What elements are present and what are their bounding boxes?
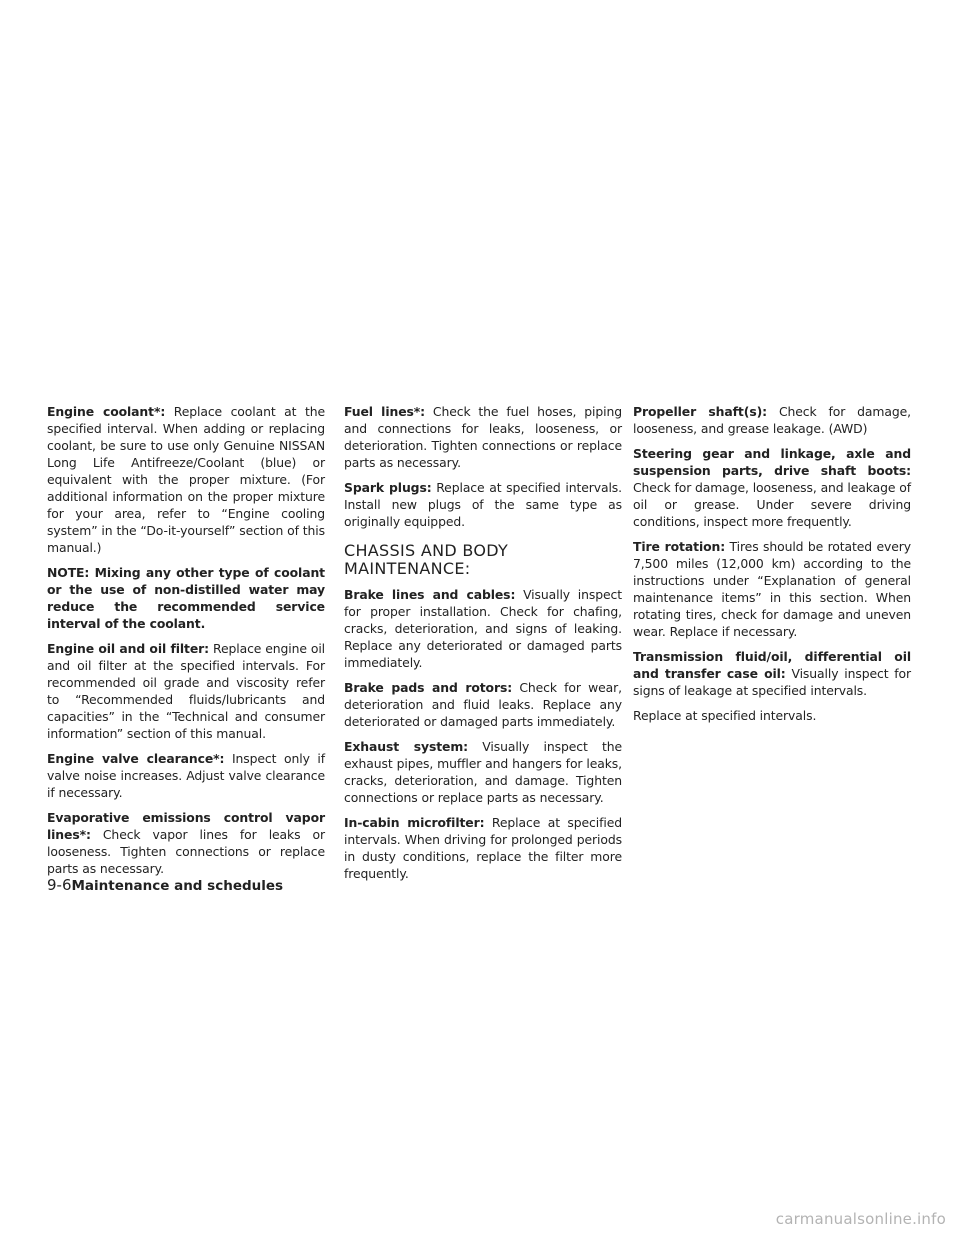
tire-rotation-paragraph (633, 538, 911, 640)
propeller-shaft-text: Check for damage, looseness, and grease leakage. (AWD) (633, 404, 911, 436)
fuel-lines-paragraph (344, 403, 622, 471)
evap-vapor-lines-term: Evaporative emissions control vapor lines*: (47, 810, 325, 842)
spark-plugs-text: Replace at specified intervals. Install new plugs of the same type as originally equipped. (344, 480, 622, 529)
brake-lines-text: Visually inspect for proper installation. Check for chafing, cracks, deterioration, and signs of leaking. Replace any deteriorated or damaged parts immediately. (344, 587, 622, 670)
exhaust-system-paragraph (344, 738, 622, 806)
tire-rotation-term: Tire rotation: (633, 539, 726, 554)
exhaust-system-text: Visually inspect the exhaust pipes, muffler and hangers for leaks, cracks, deterioration, and damage. Tighten connections or replace parts as necessary. (344, 739, 622, 805)
valve-clearance-term: Engine valve clearance*: (47, 751, 225, 766)
cabin-microfilter-paragraph (344, 814, 622, 882)
cabin-microfilter-term: In-cabin microfilter: (344, 815, 485, 830)
engine-coolant-paragraph (47, 403, 325, 556)
transmission-fluid-paragraph (633, 648, 911, 699)
text-column-3 (633, 403, 911, 732)
transmission-fluid-term: Transmission fluid/oil, differential oil and transfer case oil: (633, 649, 911, 681)
propeller-shaft-paragraph (633, 403, 911, 437)
brake-lines-paragraph (344, 586, 622, 671)
valve-clearance-text: Inspect only if valve noise increases. Adjust valve clearance if necessary. (47, 751, 325, 800)
engine-coolant-term: Engine coolant*: (47, 404, 166, 419)
transmission-fluid-text: Visually inspect for signs of leakage at specified intervals. (633, 666, 911, 698)
fuel-lines-text: Check the fuel hoses, piping and connections for leaks, looseness, or deterioration. Tighten connections or replace parts as necessary. (344, 404, 623, 470)
cabin-microfilter-text: Replace at specified intervals. When driving for prolonged periods in dusty conditions, replace the filter more frequently. (344, 815, 623, 881)
engine-coolant-text: Replace coolant at the specified interval. When adding or replacing coolant, be sure to use only Genuine NISSAN Long Life Antifreeze/Coolant (blue) or equivalent with the proper mixture. (For additional information on the proper mixture for your area, refer to “Engine cooling system” in the “Do-it-yourself” section of this manual.) (47, 404, 325, 555)
tire-rotation-text: Tires should be rotated every 7,500 miles (12,000 km) according to the instructions under “Explanation of general maintenance items” in this section. When rotating tires, check for damage and uneven wear. Replace if necessary. (633, 539, 912, 639)
site-watermark: carmanualsonline.info (775, 1210, 946, 1228)
replace-interval-line: Replace at specified intervals. (633, 708, 817, 723)
chassis-body-heading: CHASSIS AND BODY MAINTENANCE: (344, 541, 509, 578)
engine-oil-term: Engine oil and oil filter: (47, 641, 210, 656)
chapter-title: Maintenance and schedules (71, 878, 284, 894)
engine-oil-text: Replace engine oil and oil filter at the specified intervals. For recommended oil grade and viscosity refer to “Recommended fluids/lubricants and capacities” in the “Technical and consumer information” section of this manual. (47, 641, 326, 741)
spark-plugs-term: Spark plugs: (344, 480, 432, 495)
brake-pads-paragraph (344, 679, 622, 730)
coolant-note: NOTE: Mixing any other type of coolant or the use of non-distilled water may reduce the recommended service interval of the coolant. (47, 565, 325, 631)
propeller-shaft-term: Propeller shaft(s): (633, 404, 768, 419)
text-column-2 (344, 403, 622, 890)
page-footer (47, 876, 283, 895)
evap-vapor-lines-text: Check vapor lines for leaks or looseness. Tighten connections or replace parts as necessary. (47, 827, 325, 876)
steering-gear-term: Steering gear and linkage, axle and suspension parts, drive shaft boots: (633, 446, 911, 478)
brake-lines-term: Brake lines and cables: (344, 587, 516, 602)
engine-oil-paragraph (47, 640, 325, 742)
page-number: 9-6 (47, 876, 72, 894)
exhaust-system-term: Exhaust system: (344, 739, 469, 754)
evap-vapor-lines-paragraph (47, 809, 325, 877)
fuel-lines-term: Fuel lines*: (344, 404, 426, 419)
steering-gear-paragraph (633, 445, 911, 530)
text-column-1 (47, 403, 325, 885)
brake-pads-term: Brake pads and rotors: (344, 680, 513, 695)
steering-gear-text: Check for damage, looseness, and leakage of oil or grease. Under severe driving conditions, inspect more frequently. (633, 480, 911, 529)
valve-clearance-paragraph (47, 750, 325, 801)
brake-pads-text: Check for wear, deterioration and fluid leaks. Replace any deteriorated or damaged parts immediately. (344, 680, 622, 729)
spark-plugs-paragraph (344, 479, 622, 530)
